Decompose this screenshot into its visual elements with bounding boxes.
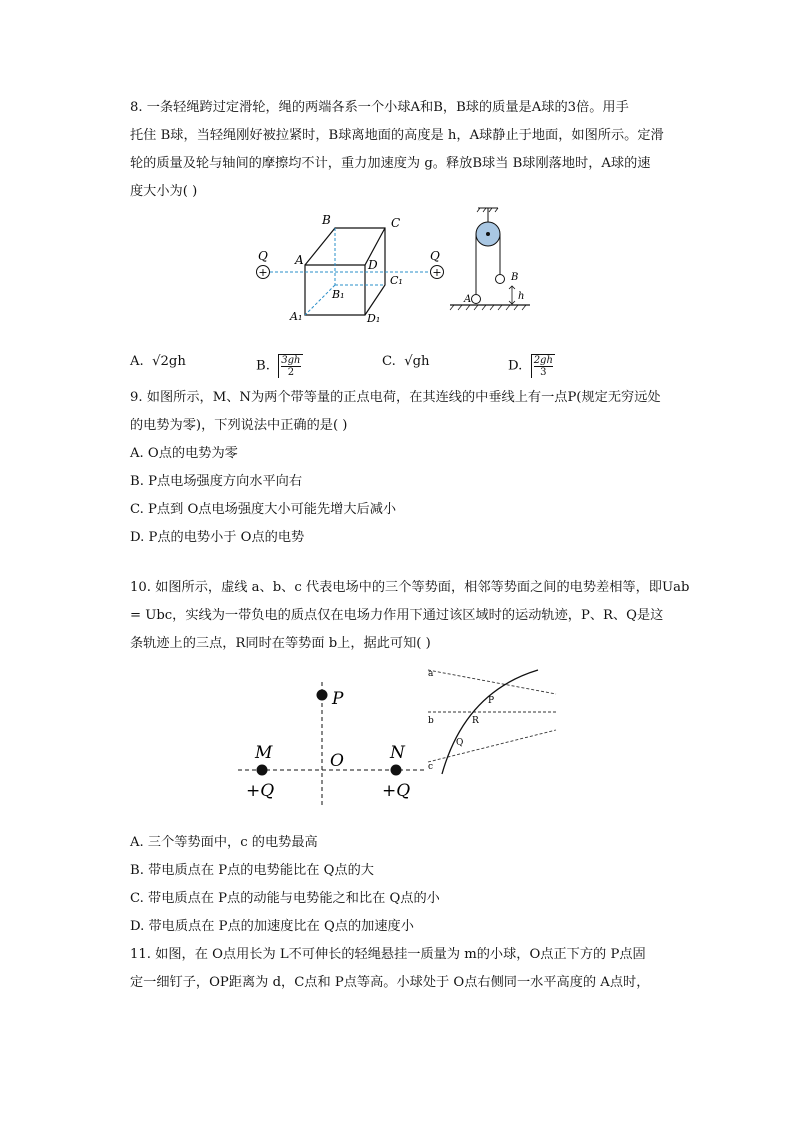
label-D1: D₁ [367,312,381,325]
label-M: M [255,743,273,763]
equipotential-figure [420,662,560,782]
option-a[interactable]: A. √2gh [130,354,186,369]
question-8-line: 轮的质量及轮与轴间的摩擦均不计，重力加速度为 g。释放B球当 B球刚落地时，A球的速 [130,156,651,171]
option-b[interactable]: B. P点电场强度方向水平向右 [130,474,303,489]
question-11-line: 11. 如图，在 O点用长为 L不可伸长的轻绳悬挂一质量为 m的小球，O点正下方的 P点固 [130,947,646,962]
label-c: c [428,762,434,772]
option-b[interactable]: B. $\frac{3gh}{2}$ [256,355,301,378]
label-O: O [330,751,344,771]
option-a[interactable]: A. O点的电势为零 [130,446,238,461]
svg-text:+: + [432,266,442,279]
question-11 [130,941,690,997]
option-b[interactable]: B. 带电质点在 P点的电势能比在 Q点的大 [130,863,374,878]
question-9 [130,384,690,552]
option-c[interactable]: C. P点到 O点电场强度大小可能先增大后减小 [130,502,397,517]
question-8-line: 8. 一条轻绳跨过定滑轮，绳的两端各系一个小球A和B，B球的质量是A球的3倍。用手 [130,100,629,115]
label-A: A [464,294,472,305]
label-B: B [322,213,331,227]
question-8-line: 度大小为( ) [130,184,198,199]
question-9-line: 的电势为零)，下列说法中正确的是( ) [130,418,348,433]
option-d[interactable]: D. 带电质点在 P点的加速度比在 Q点的加速度小 [130,919,414,934]
option-d[interactable]: D. $\frac{2gh}{3}$ [508,355,553,378]
label-a: a [428,669,434,679]
pulley-figure [446,206,536,316]
label-C: C [391,216,401,230]
label-P: P [488,696,495,706]
question-8-options [130,352,650,382]
label-B1: B₁ [332,288,345,301]
label-A1: A₁ [290,310,303,323]
label-Q-left: Q [258,249,268,263]
label-A: A [295,253,304,267]
label-C1: C₁ [390,274,403,287]
cube-figure [250,210,450,330]
question-9-line: 9. 如图所示，M、N为两个带等量的正点电荷，在其连线的中垂线上有一点P(规定无穷远处 [130,390,661,405]
label-Q-right: Q [430,249,440,263]
point-charges-figure [232,680,432,810]
label-N: N [390,743,405,763]
label-D: D [368,258,378,272]
option-c[interactable]: C. 带电质点在 P点的动能与电势能之和比在 Q点的小 [130,891,440,906]
question-10-line: 10. 如图所示，虚线 a、b、c 代表电场中的三个等势面，相邻等势面之间的电势差相等，即Uab [130,580,690,595]
label-b: b [428,716,434,726]
label-Q: Q [456,738,464,748]
label-R: R [472,716,479,726]
question-10-line: = Ubc，实线为一带负电的质点仅在电场力作用下通过该区域时的运动轨迹，P、R、Q是这 [130,608,664,623]
question-8 [130,94,690,206]
label-h: h [518,291,525,302]
question-11-line: 定一细钉子，OP距离为 d，C点和 P点等高。小球处于 O点右侧同一水平高度的 A点时， [130,975,650,990]
label-P: P [332,689,344,709]
question-10-options [130,829,690,941]
question-10-line: 条轨迹上的三点，R同时在等势面 b上，据此可知( ) [130,636,431,651]
svg-text:+: + [258,266,268,279]
question-8-line: 托住 B球，当轻绳刚好被拉紧时，B球离地面的高度是 h，A球静止于地面，如图所示。定滑 [130,128,664,143]
label-plus-Q-right: +Q [382,781,411,801]
label-B: B [511,272,519,283]
label-plus-Q-left: +Q [246,781,275,801]
option-a[interactable]: A. 三个等势面中，c 的电势最高 [130,835,318,850]
option-c[interactable]: C. √gh [382,354,430,369]
option-d[interactable]: D. P点的电势小于 O点的电势 [130,530,305,545]
question-10 [130,574,690,658]
